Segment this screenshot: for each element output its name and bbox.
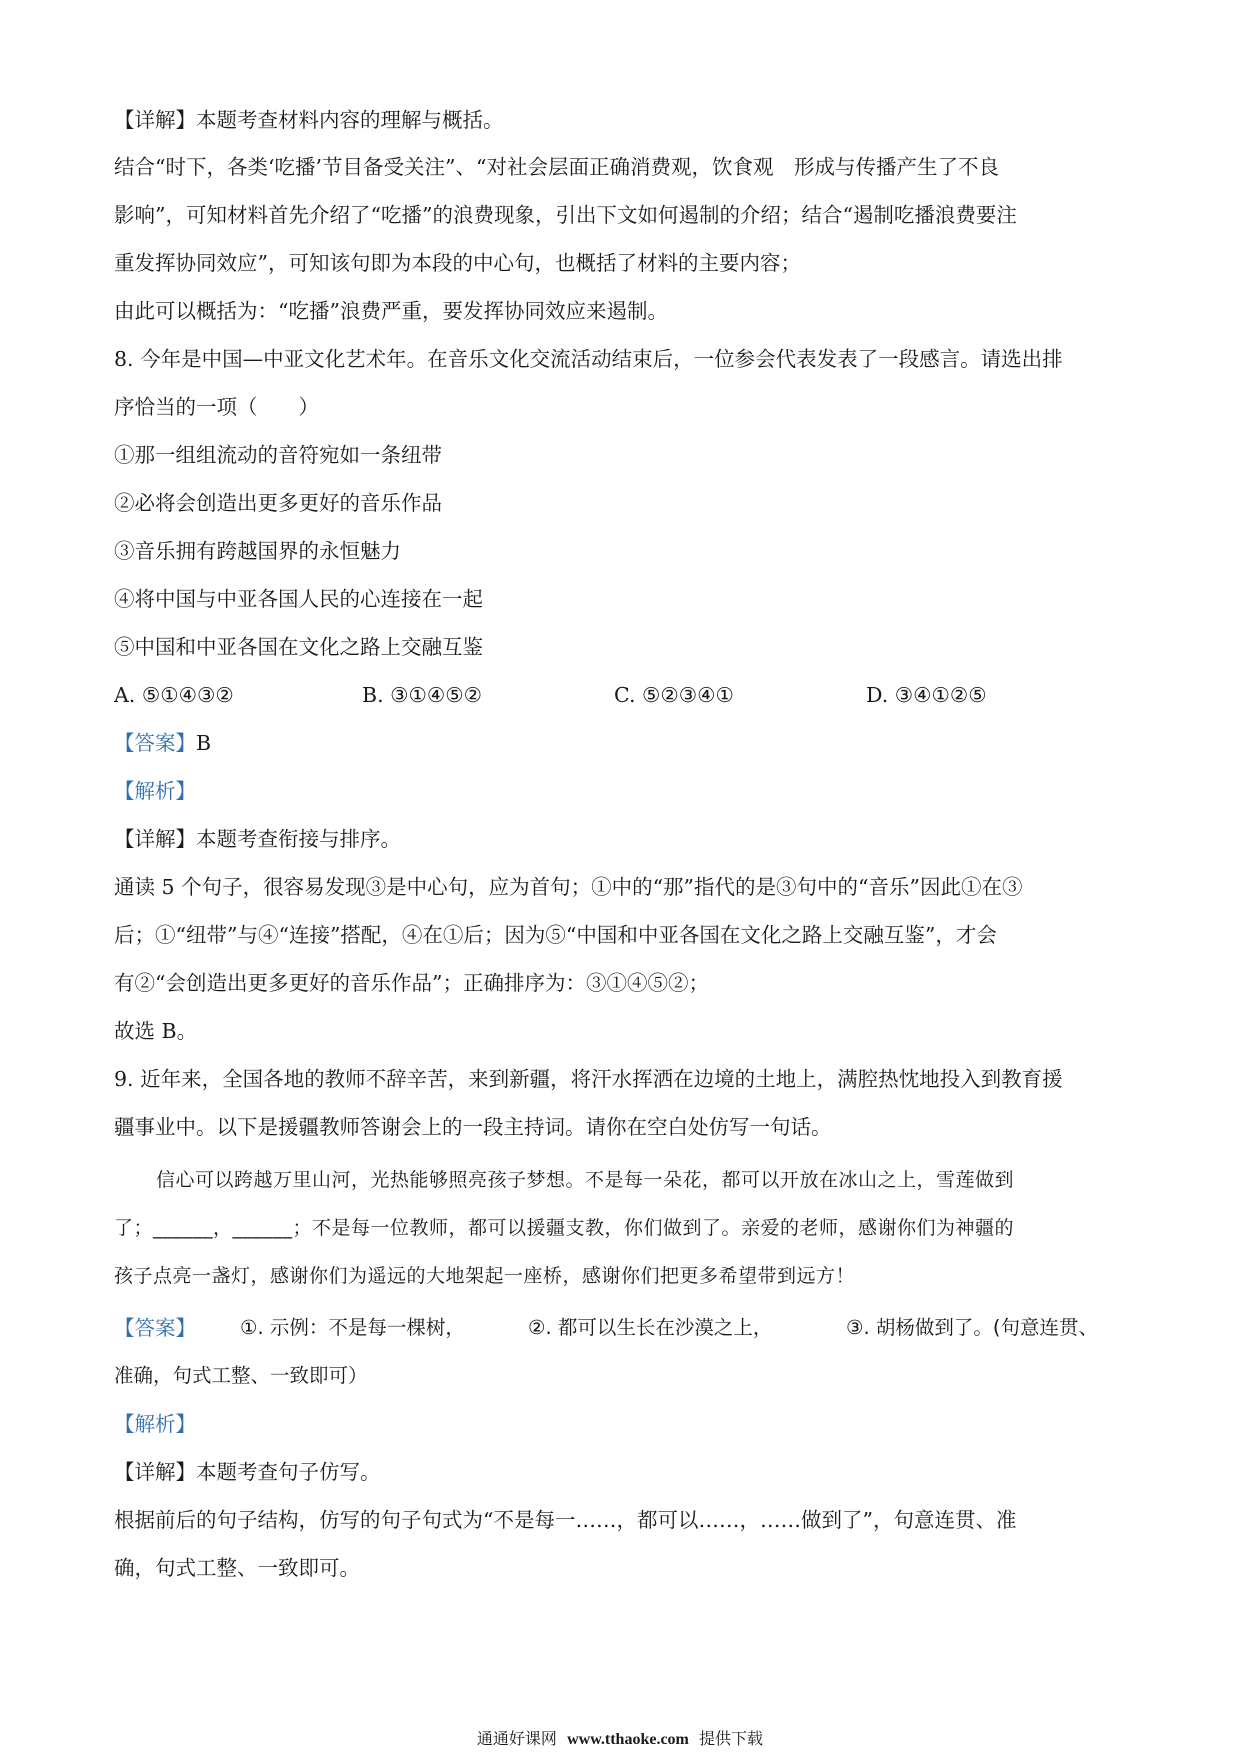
q7-detail — [114, 105, 504, 135]
q8-analysis-line: 后；①“纽带”与④“连接”搭配，④在①后；因为⑤“中国和中亚各国在文化之路上交融互鉴”，才会 — [114, 923, 997, 947]
q8-stem: 8. 今年是中国—中亚文化艺术年。在音乐文化交流活动结束后，一位参会代表发表了一段感言。请选出排 — [114, 347, 1063, 371]
detail-text: 本题考查衔接与排序。 — [196, 827, 401, 851]
q7-analysis-line: 影响”，可知材料首先介绍了“吃播”的浪费现象，引出下文如何遏制的介绍；结合“遏制吃播浪费要注 — [114, 203, 1017, 227]
detail-label: 【详解】 — [114, 108, 196, 132]
q8-option-c: C. ⑤②③④① — [614, 683, 734, 707]
q8-option-b: B. ③①④⑤② — [362, 683, 482, 707]
footer-site-name: 通通好课网 — [476, 1729, 557, 1748]
page-footer — [0, 1728, 1240, 1751]
footer-suffix: 提供下载 — [699, 1729, 764, 1748]
detail-label: 【详解】 — [114, 1460, 196, 1484]
footer-url[interactable]: www.tthaoke.com — [567, 1731, 689, 1748]
q9-passage-line: 了；______，______；不是每一位教师，都可以援疆支教，你们做到了。亲爱的老师，感谢你们为神疆的 — [114, 1217, 1015, 1239]
q8-analysis-line: 故选 B。 — [114, 1019, 198, 1043]
q9-answer-item: ①. 示例：不是每一棵树， — [240, 1316, 465, 1339]
q9-answer-item: ③. 胡杨做到了。(句意连贯、 — [846, 1316, 1098, 1339]
q9-analysis-line: 确，句式工整、一致即可。 — [114, 1556, 360, 1580]
q8-item: ⑤中国和中亚各国在文化之路上交融互鉴 — [114, 635, 483, 659]
q8-item: ④将中国与中亚各国人民的心连接在一起 — [114, 587, 483, 611]
q9-passage-line: 信心可以跨越万里山河，光热能够照亮孩子梦想。不是每一朵花，都可以开放在冰山之上，雪莲做到 — [156, 1169, 1015, 1191]
q8-answer — [114, 728, 211, 758]
answer-label: 【答案】 — [114, 731, 196, 755]
q8-stem: 序恰当的一项（ ） — [114, 395, 319, 419]
detail-label: 【详解】 — [114, 827, 196, 851]
q9-detail — [114, 1457, 381, 1487]
detail-text: 本题考查句子仿写。 — [196, 1460, 381, 1484]
q8-item: ②必将会创造出更多更好的音乐作品 — [114, 491, 442, 515]
q9-answer-cont: 准确，句式工整、一致即可） — [114, 1364, 368, 1387]
q7-analysis-line: 结合“时下，各类‘吃播’节目备受关注”、“对社会层面正确消费观，饮食观 形成与传播产生了不良 — [114, 155, 999, 179]
q9-analysis-label: 【解析】 — [114, 1412, 196, 1436]
q9-stem: 疆事业中。以下是援疆教师答谢会上的一段主持词。请你在空白处仿写一句话。 — [114, 1115, 832, 1139]
q9-answer-item: ②. 都可以生长在沙漠之上， — [528, 1316, 773, 1339]
q8-option-a: A. ⑤①④③② — [114, 683, 234, 707]
q9-stem: 9. 近年来，全国各地的教师不辞辛苦，来到新疆，将汗水挥洒在边境的土地上，满腔热忱地投入到教育援 — [114, 1067, 1063, 1091]
detail-text: 本题考查材料内容的理解与概括。 — [196, 108, 504, 132]
q7-analysis-line: 由此可以概括为：“吃播”浪费严重，要发挥协同效应来遏制。 — [114, 299, 668, 323]
q7-analysis-line: 重发挥协同效应”，可知该句即为本段的中心句，也概括了材料的主要内容； — [114, 251, 801, 275]
q8-detail — [114, 824, 401, 854]
q9-analysis-line: 根据前后的句子结构，仿写的句子句式为“不是每一……，都可以……，……做到了”，句意连贯、准 — [114, 1508, 1017, 1532]
answer-value: B — [196, 731, 212, 755]
q8-item: ①那一组组流动的音符宛如一条纽带 — [114, 443, 442, 467]
q9-passage-line: 孩子点亮一盏灯，感谢你们为遥远的大地架起一座桥，感谢你们把更多希望带到远方！ — [114, 1265, 856, 1287]
q9-answer — [114, 1313, 196, 1343]
answer-label: 【答案】 — [114, 1316, 196, 1340]
q8-analysis-line: 通读 5 个句子，很容易发现③是中心句，应为首句；①中的“那”指代的是③句中的“音乐”因此①在③ — [114, 875, 1023, 899]
q8-analysis-line: 有②“会创造出更多更好的音乐作品”；正确排序为：③①④⑤②； — [114, 971, 709, 995]
q8-option-d: D. ③④①②⑤ — [866, 683, 987, 707]
q8-analysis-label: 【解析】 — [114, 779, 196, 803]
q8-item: ③音乐拥有跨越国界的永恒魅力 — [114, 539, 401, 563]
